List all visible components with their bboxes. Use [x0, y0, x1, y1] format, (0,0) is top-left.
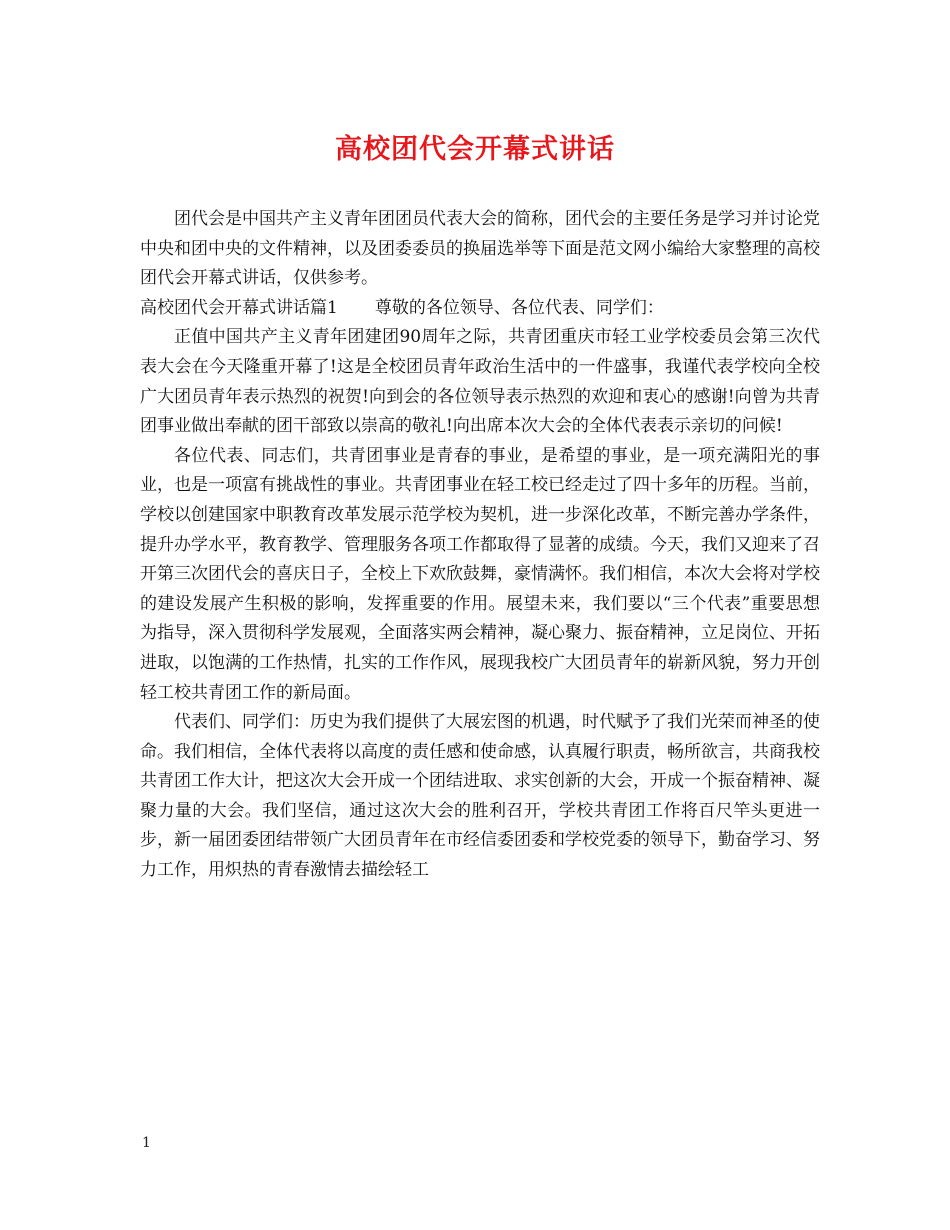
body-paragraph: 各位代表、同志们，共青团事业是青春的事业，是希望的事业，是一项充满阳光的事业，也是一项富有挑战性的事业。共青团事业在轻工校已经走过了四十多年的历程。当前，学校以创建国家中职教育改革发展示范学校为契机，进一步深化改革，不断完善办学条件，提升办学水平，教育教学、管理服务各项工作都取得了显著的成绩。今天，我们又迎来了召开第三次团代会的喜庆日子，全校上下欢欣鼓舞，豪情满怀。我们相信，本次大会将对学校的建设发展产生积极的影响，发挥重要的作用。展望未来，我们要以“三个代表”重要思想为指导，深入贯彻科学发展观，全面落实两会精神，凝心聚力、振奋精神，立足岗位、开拓进取，以饱满的工作热情，扎实的工作作风，展现我校广大团员青年的崭新风貌，努力开创轻工校共青团工作的新局面。: [140, 445, 820, 703]
page-number: 1: [142, 1135, 151, 1151]
section-label: 高校团代会开幕式讲话篇1: [140, 297, 338, 318]
body-paragraph: 正值中国共产主义青年团建团90周年之际，共青团重庆市轻工业学校委员会第三次代表大会在今天隆重开幕了!这是全校团员青年政治生活中的一件盛事，我谨代表学校向全校广大团员青年表示热烈的祝贺!向到会的各位领导表示热烈的欢迎和衷心的感谢!向曾为共青团事业做出奉献的团干部致以崇高的敬礼!向出席本次大会的全体代表表示亲切的问候!: [140, 327, 820, 437]
section-heading: [140, 294, 820, 324]
document-title: 高校团代会开幕式讲话: [335, 134, 615, 165]
salutation: 尊敬的各位领导、各位代表、同学们：: [374, 297, 664, 318]
body-paragraph: 代表们、同学们：历史为我们提供了大展宏图的机遇，时代赋予了我们光荣而神圣的使命。我们相信，全体代表将以高度的责任感和使命感，认真履行职责，畅所欲言，共商我校共青团工作大计，把这次大会开成一个团结进取、求实创新的大会，开成一个振奋精神、凝聚力量的大会。我们坚信，通过这次大会的胜利召开，学校共青团工作将百尺竿头更进一步，新一届团委团结带领广大团员青年在市经信委团委和学校党委的领导下，勤奋学习、努力工作，用炽热的青春激情去描绘轻工: [140, 712, 820, 881]
document-body: [140, 205, 820, 886]
intro-paragraph: 团代会是中国共产主义青年团团员代表大会的简称，团代会的主要任务是学习并讨论党中央和团中央的文件精神，以及团委委员的换届选举等下面是范文网小编给大家整理的高校团代会开幕式讲话，仅供参考。: [140, 209, 820, 289]
